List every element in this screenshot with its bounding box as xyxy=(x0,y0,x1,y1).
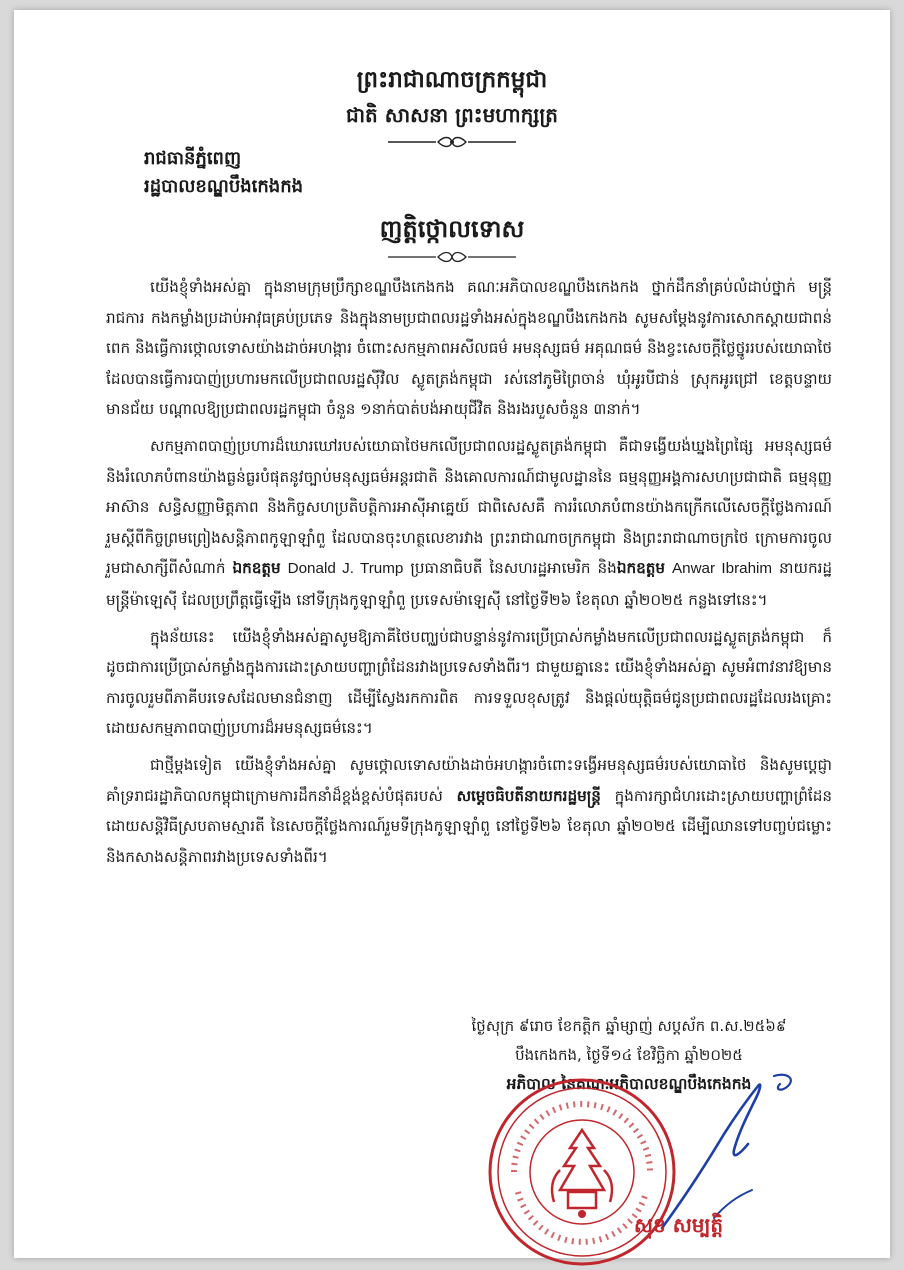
paragraph-2 xyxy=(106,431,832,616)
issuer-district: រដ្ឋបាលខណ្ឌបឹងកេងកង xyxy=(144,176,304,197)
lunar-date: ថ្ងៃសុក្រ ៩រោច ខែកត្តិក ឆ្នាំម្សាញ់ សប្តស័ក ព.ស.២៥៦៩ xyxy=(471,1017,787,1035)
paragraph-2-part-c: នាយករដ្ឋមន្ត្រីម៉ាឡេស៊ី ដែលប្រព្រឹត្តធ្វើឡើង នៅទីក្រុងកូឡាឡាំពួ ប្រទេសម៉ាឡេស៊ី នៅថ្ងៃទី២៦ ខែតុលា ឆ្នាំ២០២៥ កន្លងទៅនេះ។ xyxy=(106,559,833,609)
place-and-date: បឹងកេងកង, ថ្ងៃទី១៤ ខែវិច្ឆិកា ឆ្នាំ២០២៥ xyxy=(515,1046,743,1064)
signer-name: សុខ សម្បត្តិ xyxy=(634,1213,724,1237)
issuer-province: រាជធានីភ្នំពេញ xyxy=(144,148,242,169)
paragraph-3: ក្នុងន័យនេះ យើងខ្ញុំទាំងអស់គ្នាសូមឱ្យភាគីថៃបញ្ឈប់ជាបន្ទាន់នូវការប្រើប្រាស់កម្លាំងមកលើប្រជាពលរដ្ឋស្លូតត្រង់កម្ពុជា ក៏ដូចជាការប្រើប្រាស់កម្លាំងក្នុងការដោះស្រាយបញ្ហាព្រំដែនរវាងប្រទេសទាំងពីរ។ ជាមួយគ្នានេះ យើងខ្ញុំទាំងអស់គ្នា សូមអំពាវនាវឱ្យមានការចូលរួមពីភាគីបរទេសដែលមានជំនាញ ដើម្បីស្វែងរកការពិត ការទទួលខុសត្រូវ និងផ្តល់យុត្តិធម៌ជូនប្រជាពលរដ្ឋដែលរងគ្រោះដោយសកម្មភាពបាញ់ប្រហារដ៏អមនុស្សធម៌នេះ។ xyxy=(106,627,832,738)
document-page xyxy=(14,10,890,1258)
honorific-1: ឯកឧត្តម xyxy=(232,559,281,578)
ornament-divider-icon xyxy=(382,134,522,150)
paragraph-2-part-b: ប្រធានាធិបតី នៃសហរដ្ឋអាមេរិក និង xyxy=(410,559,617,578)
person-name-anwar: Anwar Ibrahim xyxy=(672,560,773,578)
paragraph-4 xyxy=(106,750,832,872)
honorific-2: ឯកឧត្តម xyxy=(616,559,666,578)
paragraph-1: យើងខ្ញុំទាំងអស់គ្នា ក្នុងនាមក្រុមប្រឹក្សាខណ្ឌបឹងកេងកង គណៈអភិបាលខណ្ឌបឹងកេងកង ថ្នាក់ដឹកនាំគ្រប់លំដាប់ថ្នាក់ មន្ត្រីរាជការ កងកម្លាំងប្រដាប់អាវុធគ្រប់ប្រភេទ និងក្នុងនាមប្រជាពលរដ្ឋទាំងអស់ក្នុងខណ្ឌបឹងកេងកង សូមសម្តែងនូវការសោកស្តាយជាពន់ពេក និងធ្វើការថ្កោលទោសយ៉ាងដាច់អហង្ការ ចំពោះសកម្មភាពអសីលធម៌ អមនុស្សធម៌ អគុណធម៌ និងខ្វះសេចក្តីថ្លៃថ្នូររបស់យោធាថៃ ដែលបានធ្វើការបាញ់ប្រហារមកលើប្រជាពលរដ្ឋស៊ីវិល ស្លូតត្រង់កម្ពុជា រស់នៅភូមិព្រៃចាន់ ឃុំអូរបីជាន់ ស្រុកអូរជ្រៅ ខេត្តបន្ទាយមានជ័យ បណ្តាលឱ្យប្រជាពលរដ្ឋកម្ពុជា ចំនួន ១នាក់បាត់បង់អាយុជីវិត និងរងរបួសចំនួន ៣នាក់។ xyxy=(106,278,832,419)
prime-minister-title: សម្តេចធិបតីនាយករដ្ឋមន្ត្រី xyxy=(456,786,601,805)
paragraph-4-part-b: ក្នុងការក្សាជំហរដោះស្រាយបញ្ហាព្រំដែនដោយសន្តិវិធីស្របតាមស្មារតី នៃសេចក្តីថ្លែងការណ៍រួមទីក្រុងកូឡាឡាំពួ នៅថ្ងៃទី២៦ ខែតុលា ឆ្នាំ២០២៥ ដើម្បីឈានទៅបញ្ចប់ជម្លោះ និងកសាងសន្តិភាពរវាងប្រទេសទាំងពីរ។ xyxy=(106,786,832,866)
national-motto-line1: ព្រះរាជាណាចក្រកម្ពុជា xyxy=(356,66,548,93)
paragraph-4-part-a: ជាថ្មីម្តងទៀត យើងខ្ញុំទាំងអស់គ្នា សូមថ្កោលទោសយ៉ាងដាច់អហង្ការចំពោះទង្វើអមនុស្សធម៌របស់យោធាថៃ និងសូមប្តេជ្ញាគាំទ្ររាជរដ្ឋាភិបាលកម្ពុជាក្រោមការដឹកនាំដ៏ខ្ពង់ខ្ពស់បំផុតរបស់ xyxy=(106,755,832,805)
paragraph-2-part-a: សកម្មភាពបាញ់ប្រហារដ៏ឃោរឃៅរបស់យោធាថៃមកលើប្រជាពលរដ្ឋស្លូតត្រង់កម្ពុជា គឺជាទង្វើយង់ឃ្នងព្រៃផ្សៃ អមនុស្សធម៌ និងរំលោភបំពានយ៉ាងធ្ងន់ធ្ងរបំផុតនូវច្បាប់មនុស្សធម៌អន្តរជាតិ និងគោលការណ៍ជាមូលដ្ឋាននៃ ធម្មនុញ្ញអង្គការសហប្រជាជាតិ ធម្មនុញ្ញអាស៊ាន សន្ធិសញ្ញាមិត្តភាព និងកិច្ចសហប្រតិបត្តិការអាស៊ីអាគ្នេយ៍ ជាពិសេសគឺ ការរំលោភបំពានយ៉ាងកក្រើកលើសេចក្តីថ្លែងការណ៍រួមស្តីពីកិច្ចព្រមព្រៀងសន្តិភាពកូឡាឡាំពួ ដែលបានចុះហត្ថលេខារវាង ព្រះរាជាណាចក្រកម្ពុជា និងព្រះរាជាណាចក្រថៃ ក្រោមការចូលរួមជាសាក្សីពីសំណាក់ xyxy=(106,436,832,578)
title-ornament-icon xyxy=(384,250,520,264)
person-name-trump: Donald J. Trump xyxy=(287,560,404,578)
national-motto-line2: ជាតិ សាសនា ព្រះមហាក្សត្រ xyxy=(346,103,558,127)
signatory-office: អភិបាល នៃគណៈអភិបាលខណ្ឌបឹងកេងកង xyxy=(506,1075,752,1093)
document-body xyxy=(106,272,832,878)
document-title: ញត្តិថ្កោលទោស xyxy=(379,214,525,243)
